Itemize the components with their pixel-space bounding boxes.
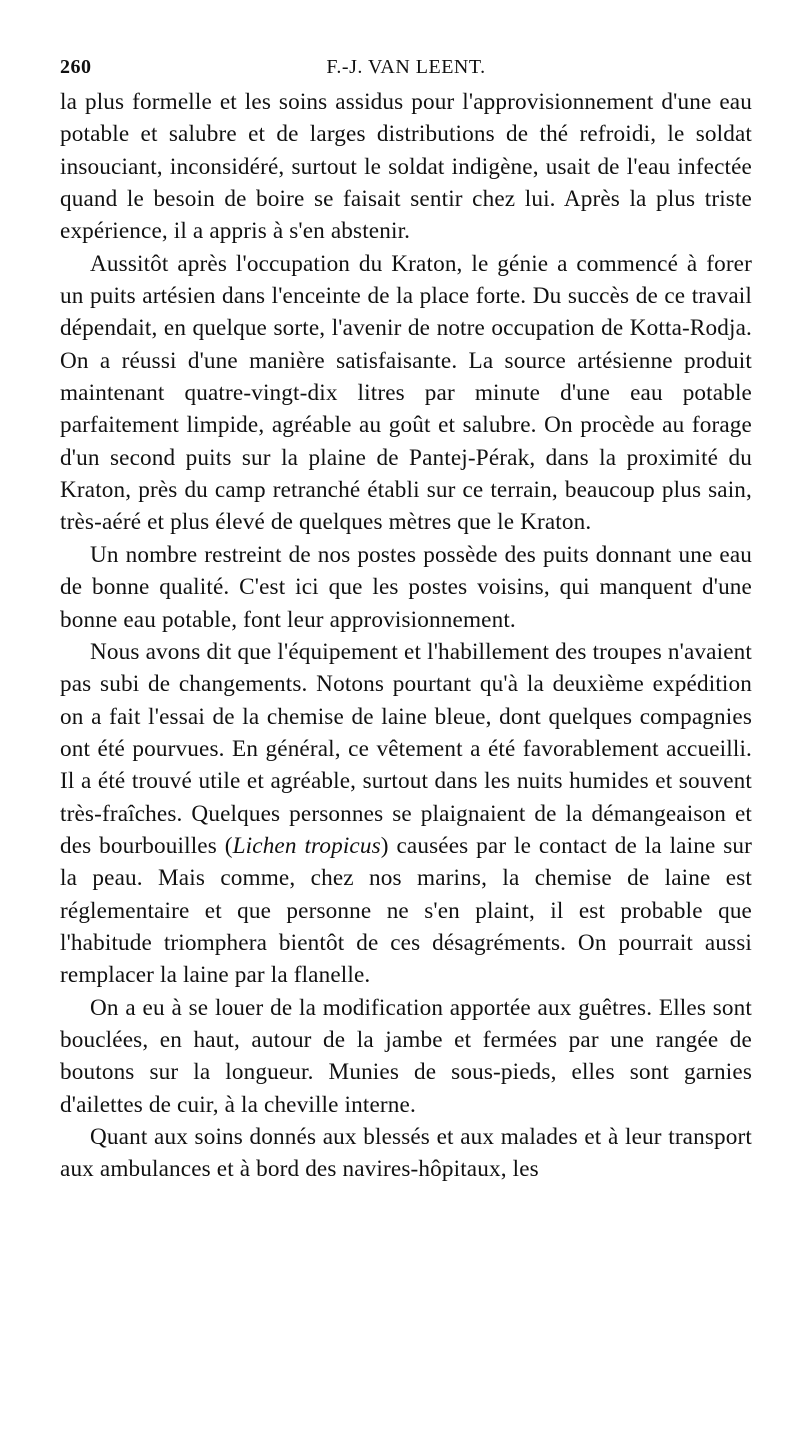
- paragraph-4: [60, 636, 752, 992]
- paragraph-4-text-before: Nous avons dit que l'équipement et l'habillement des troupes n'avaient pas subi de changements. Notons pourtant qu'à la deuxième expédition on a fait l'essai de la chemise de laine bleue, dont quelques compagnies ont été pourvues. En général, ce vêtement a été favorablement accueilli. Il a été trouvé utile et agréable, surtout dans les nuits humides et souvent très-fraîches. Quelques personnes se plaignaient de la démangeaison et des bourbouilles (: [60, 638, 752, 859]
- page-number: 260: [60, 56, 92, 78]
- paragraph-5: On a eu à se louer de la modification apportée aux guêtres. Elles sont bouclées, en haut, autour de la jambe et fermées par une rangée de boutons sur la longueur. Munies de sous-pieds, elles sont garnies d'ailettes de cuir, à la cheville interne.: [60, 994, 752, 1118]
- species-name-italic: Lichen tropicus: [232, 832, 381, 859]
- paragraph-3: Un nombre restreint de nos postes possède des puits donnant une eau de bonne qualité. C'est ici que les postes voisins, qui manquent d'une bonne eau potable, font leur approvisionnement.: [60, 541, 752, 633]
- paragraph-6: Quant aux soins donnés aux blessés et aux malades et à leur transport aux ambulances et à bord des navires-hôpitaux, les: [60, 1124, 752, 1183]
- paragraph-2: Aussitôt après l'occupation du Kraton, le génie a commencé à forer un puits artésien dans l'enceinte de la place forte. Du succès de ce travail dépendait, en quelque sorte, l'avenir de notre occupation de Kotta-Rodja. On a réussi d'une manière satisfaisante. La source artésienne produit maintenant quatre-vingt-dix litres par minute d'une eau potable parfaitement limpide, agréable au goût et salubre. On procède au forage d'un second puits sur la plaine de Pantej-Pérak, dans la proximité du Kraton, près du camp retranché établi sur ce terrain, beaucoup plus sain, très-aéré et plus élevé de quelques mètres que le Kraton.: [60, 250, 752, 536]
- book-page: [60, 56, 752, 1186]
- running-title: F.-J. VAN LEENT.: [326, 56, 486, 78]
- body-text: [60, 86, 752, 1186]
- paragraph-1: la plus formelle et les soins assidus pour l'approvisionnement d'une eau potable et salubre et de larges distributions de thé refroidi, le soldat insouciant, inconsidéré, surtout le soldat indigène, usait de l'eau infectée quand le besoin de boire se faisait sentir chez lui. Après la plus triste expérience, il a appris à s'en abstenir.: [60, 89, 752, 245]
- page-header: [60, 56, 752, 86]
- paragraph-4-text-after: ) causées par le contact de la laine sur la peau. Mais comme, chez nos marins, la chemise de laine est réglementaire et que personne ne s'en plaint, il est probable que l'habitude triomphera bientôt de ces désagréments. On pourrait aussi remplacer la laine par la flanelle.: [60, 832, 752, 989]
